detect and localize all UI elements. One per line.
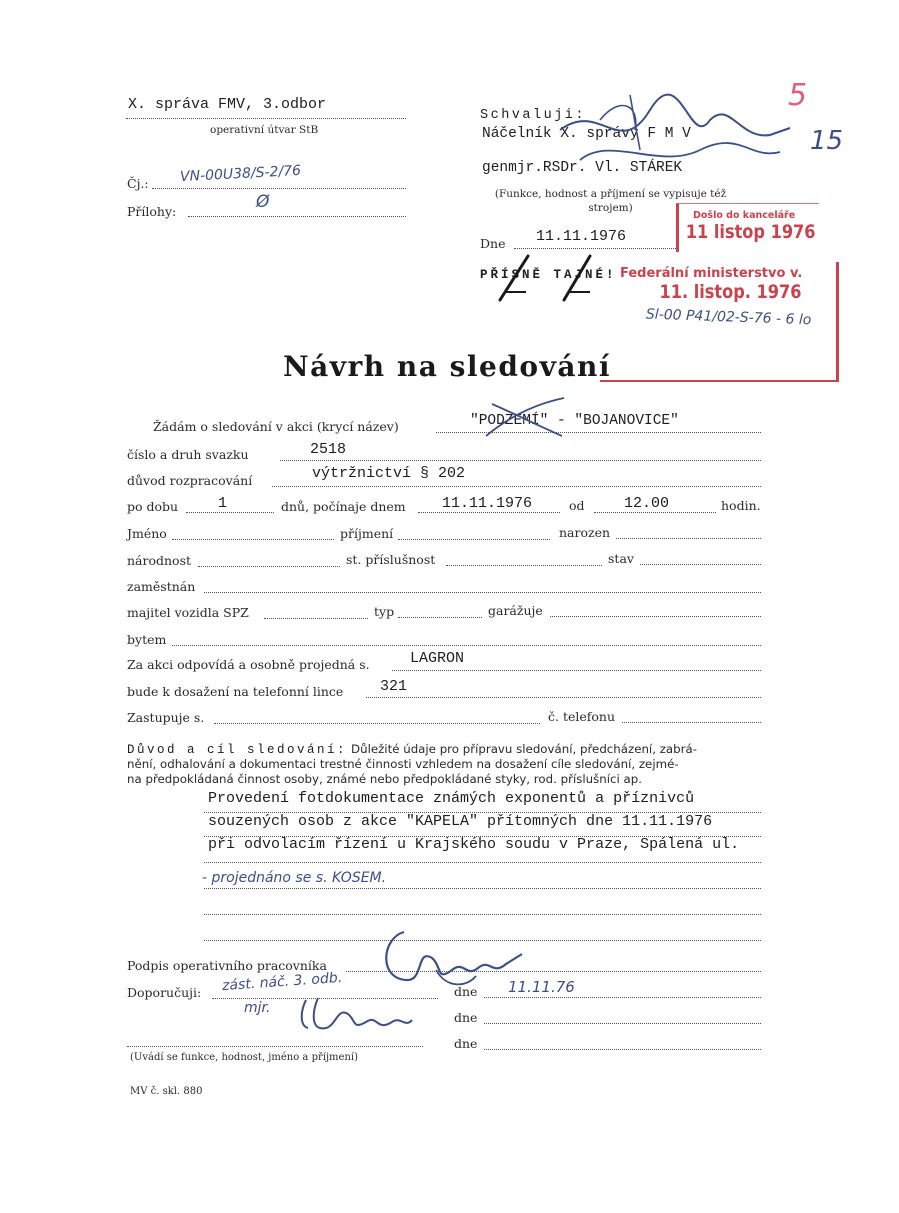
bytem-label: bytem	[127, 632, 167, 647]
ministry-stamp	[600, 262, 839, 382]
approval-name: genmjr.RSDr. Vl. STÁREK	[482, 160, 683, 176]
narozen-label: narozen	[559, 525, 611, 540]
telefon-value: 321	[380, 678, 408, 695]
doporucuji-label: Doporučuji:	[127, 985, 202, 1000]
approval-signature-icon	[540, 90, 800, 190]
reason-line-5	[204, 914, 761, 915]
dne-line-3	[484, 1049, 761, 1050]
narozen-line	[616, 538, 761, 539]
typ-label: typ	[374, 604, 395, 619]
footer-name-line	[127, 1046, 423, 1047]
svazek-line	[280, 460, 761, 461]
reason-line-3	[204, 862, 761, 863]
bytem-line	[172, 645, 761, 646]
jmeno-label: Jméno	[127, 526, 167, 541]
approval-caption: (Funkce, hodnost a příjmení se vypisuje též strojem)	[494, 188, 727, 214]
prislusnost-line	[446, 565, 602, 566]
cj-label: Čj.:	[127, 176, 149, 191]
stav-line	[640, 564, 761, 565]
prijmeni-label: příjmení	[340, 526, 394, 541]
prilohy-label: Přílohy:	[127, 204, 177, 219]
od-label: od	[569, 498, 585, 513]
approval-dne-value: 11.11.1976	[536, 228, 627, 245]
doporucuji-value: zást. náč. 3. odb.	[221, 969, 343, 995]
hodin-label: hodin.	[721, 498, 761, 513]
od-value: 12.00	[624, 495, 670, 512]
dnu-label: dnů, počínaje dnem	[281, 499, 406, 514]
prijmeni-line	[398, 539, 550, 540]
doporucuji-rank: mjr.	[244, 1000, 271, 1016]
od-line	[594, 512, 716, 513]
ministry-stamp-date: 11. listop. 1976	[659, 281, 802, 303]
po-dobu-line	[186, 512, 274, 513]
podzemi-strike-icon	[480, 396, 570, 440]
zadam-value: "PODZEMÍ" - "BOJANOVICE"	[470, 413, 679, 429]
svazek-value: 2518	[310, 441, 347, 458]
dne-label-2: dne	[454, 1010, 478, 1025]
received-stamp	[676, 203, 819, 252]
cj-line	[152, 188, 406, 189]
reason-instructions	[127, 741, 697, 757]
odpovida-line	[392, 670, 761, 671]
datum-line	[418, 512, 560, 513]
telefon-label: bude k dosažení na telefonní lince	[127, 684, 344, 699]
narodnost-line	[198, 566, 340, 567]
unit-line	[126, 118, 406, 119]
zamestnan-label: zaměstnán	[127, 579, 196, 594]
telefon-line	[366, 697, 761, 698]
po-dobu-value: 1	[218, 495, 228, 512]
dne-label-1: dne	[454, 984, 478, 999]
odpovida-label: Za akci odpovídá a osobně projedná s.	[127, 657, 370, 672]
reason-heading: Důvod a cíl sledování:	[127, 743, 348, 757]
garazuje-label: garážuje	[488, 603, 543, 618]
reason-text-2: souzených osob z akce "KAPELA" přítomných dne 11.11.1976	[208, 813, 713, 830]
stav-label: stav	[608, 551, 634, 566]
reason-text-3: při odvolacím řízení u Krajského soudu v Praze, Spálená ul.	[208, 836, 740, 853]
received-stamp-date: 11 listop 1976	[685, 221, 816, 243]
secret-mark: PŘÍSNĚ TAJNÉ!	[480, 268, 617, 282]
garazuje-line	[550, 616, 761, 617]
vozidlo-label: majitel vozidla SPZ	[127, 605, 249, 620]
dne-line-2	[484, 1023, 761, 1024]
typ-line	[398, 617, 482, 618]
approval-schvaluji: Schvaluji:	[480, 108, 587, 123]
unit-name: X. správa FMV, 3.odbor	[128, 96, 327, 113]
ministry-stamp-ref: Sl-00 P41/02-S-76 - 6 lo	[645, 306, 812, 329]
c-telefonu-line	[622, 722, 761, 723]
reason-instructions-1: Důležité údaje pro přípravu sledování, předcházení, zabrá-	[351, 742, 697, 756]
narodnost-label: národnost	[127, 553, 192, 568]
jmeno-line	[172, 539, 334, 540]
zastupuje-line	[214, 723, 540, 724]
approval-nacelnik: Náčelník X. správy F M V	[482, 126, 691, 142]
operative-signature-icon	[376, 918, 526, 990]
dne-value-1: 11.11.76	[508, 978, 575, 996]
ministry-stamp-title: Federální ministerstvo v.	[620, 266, 803, 281]
duvod-line	[272, 486, 761, 487]
duvod-value: výtržnictví § 202	[312, 465, 466, 482]
dne-line-1	[484, 997, 761, 998]
zamestnan-line	[204, 592, 761, 593]
po-dobu-label: po dobu	[127, 499, 179, 514]
pencil-side-mark: 15	[810, 126, 844, 156]
prilohy-line	[188, 216, 406, 217]
odpovida-value: LAGRON	[410, 650, 465, 667]
reason-handwritten-note: - projednáno se s. KOSEM.	[202, 870, 387, 886]
c-telefonu-label: č. telefonu	[548, 709, 616, 724]
prislusnost-label: st. příslušnost	[346, 552, 436, 567]
zadam-label: Žádám o sledování v akci (krycí název)	[153, 419, 399, 434]
duvod-label: důvod rozpracování	[127, 473, 253, 488]
reason-instructions-2: nění, odhalování a dokumentaci trestné činnosti vzhledem na dosažení cíle sledování, zejmé-	[127, 757, 679, 771]
podpis-label: Podpis operativního pracovníka	[127, 958, 327, 973]
form-number: MV č. skl. 880	[130, 1086, 203, 1097]
recommender-signature-icon	[296, 992, 416, 1036]
approval-dne-label: Dne	[480, 236, 506, 251]
vozidlo-line	[264, 618, 368, 619]
approval-dne-line	[514, 248, 676, 249]
prilohy-value: Ø	[256, 192, 270, 212]
datum-value: 11.11.1976	[442, 495, 533, 512]
dne-label-3: dne	[454, 1036, 478, 1051]
unit-caption: operativní útvar StB	[210, 124, 319, 136]
pencil-corner-mark: 5	[788, 78, 808, 113]
reason-line-4	[204, 888, 761, 889]
zastupuje-label: Zastupuje s.	[127, 710, 205, 725]
footer-caption: (Uvádí se funkce, hodnost, jméno a příjmení)	[130, 1052, 358, 1063]
page-title: Návrh na sledování	[283, 350, 611, 383]
received-stamp-title: Došlo do kanceláře	[693, 210, 796, 221]
svazek-label: číslo a druh svazku	[127, 447, 249, 462]
reason-instructions-3: na předpokládaná činnost osoby, známé nebo předpokládané styky, rod. příslušníci ap.	[127, 772, 643, 786]
reason-text-1: Provedení fotdokumentace známých exponentů a příznivců	[208, 790, 695, 807]
cj-value: VN-00U38/S-2/76	[179, 162, 302, 186]
